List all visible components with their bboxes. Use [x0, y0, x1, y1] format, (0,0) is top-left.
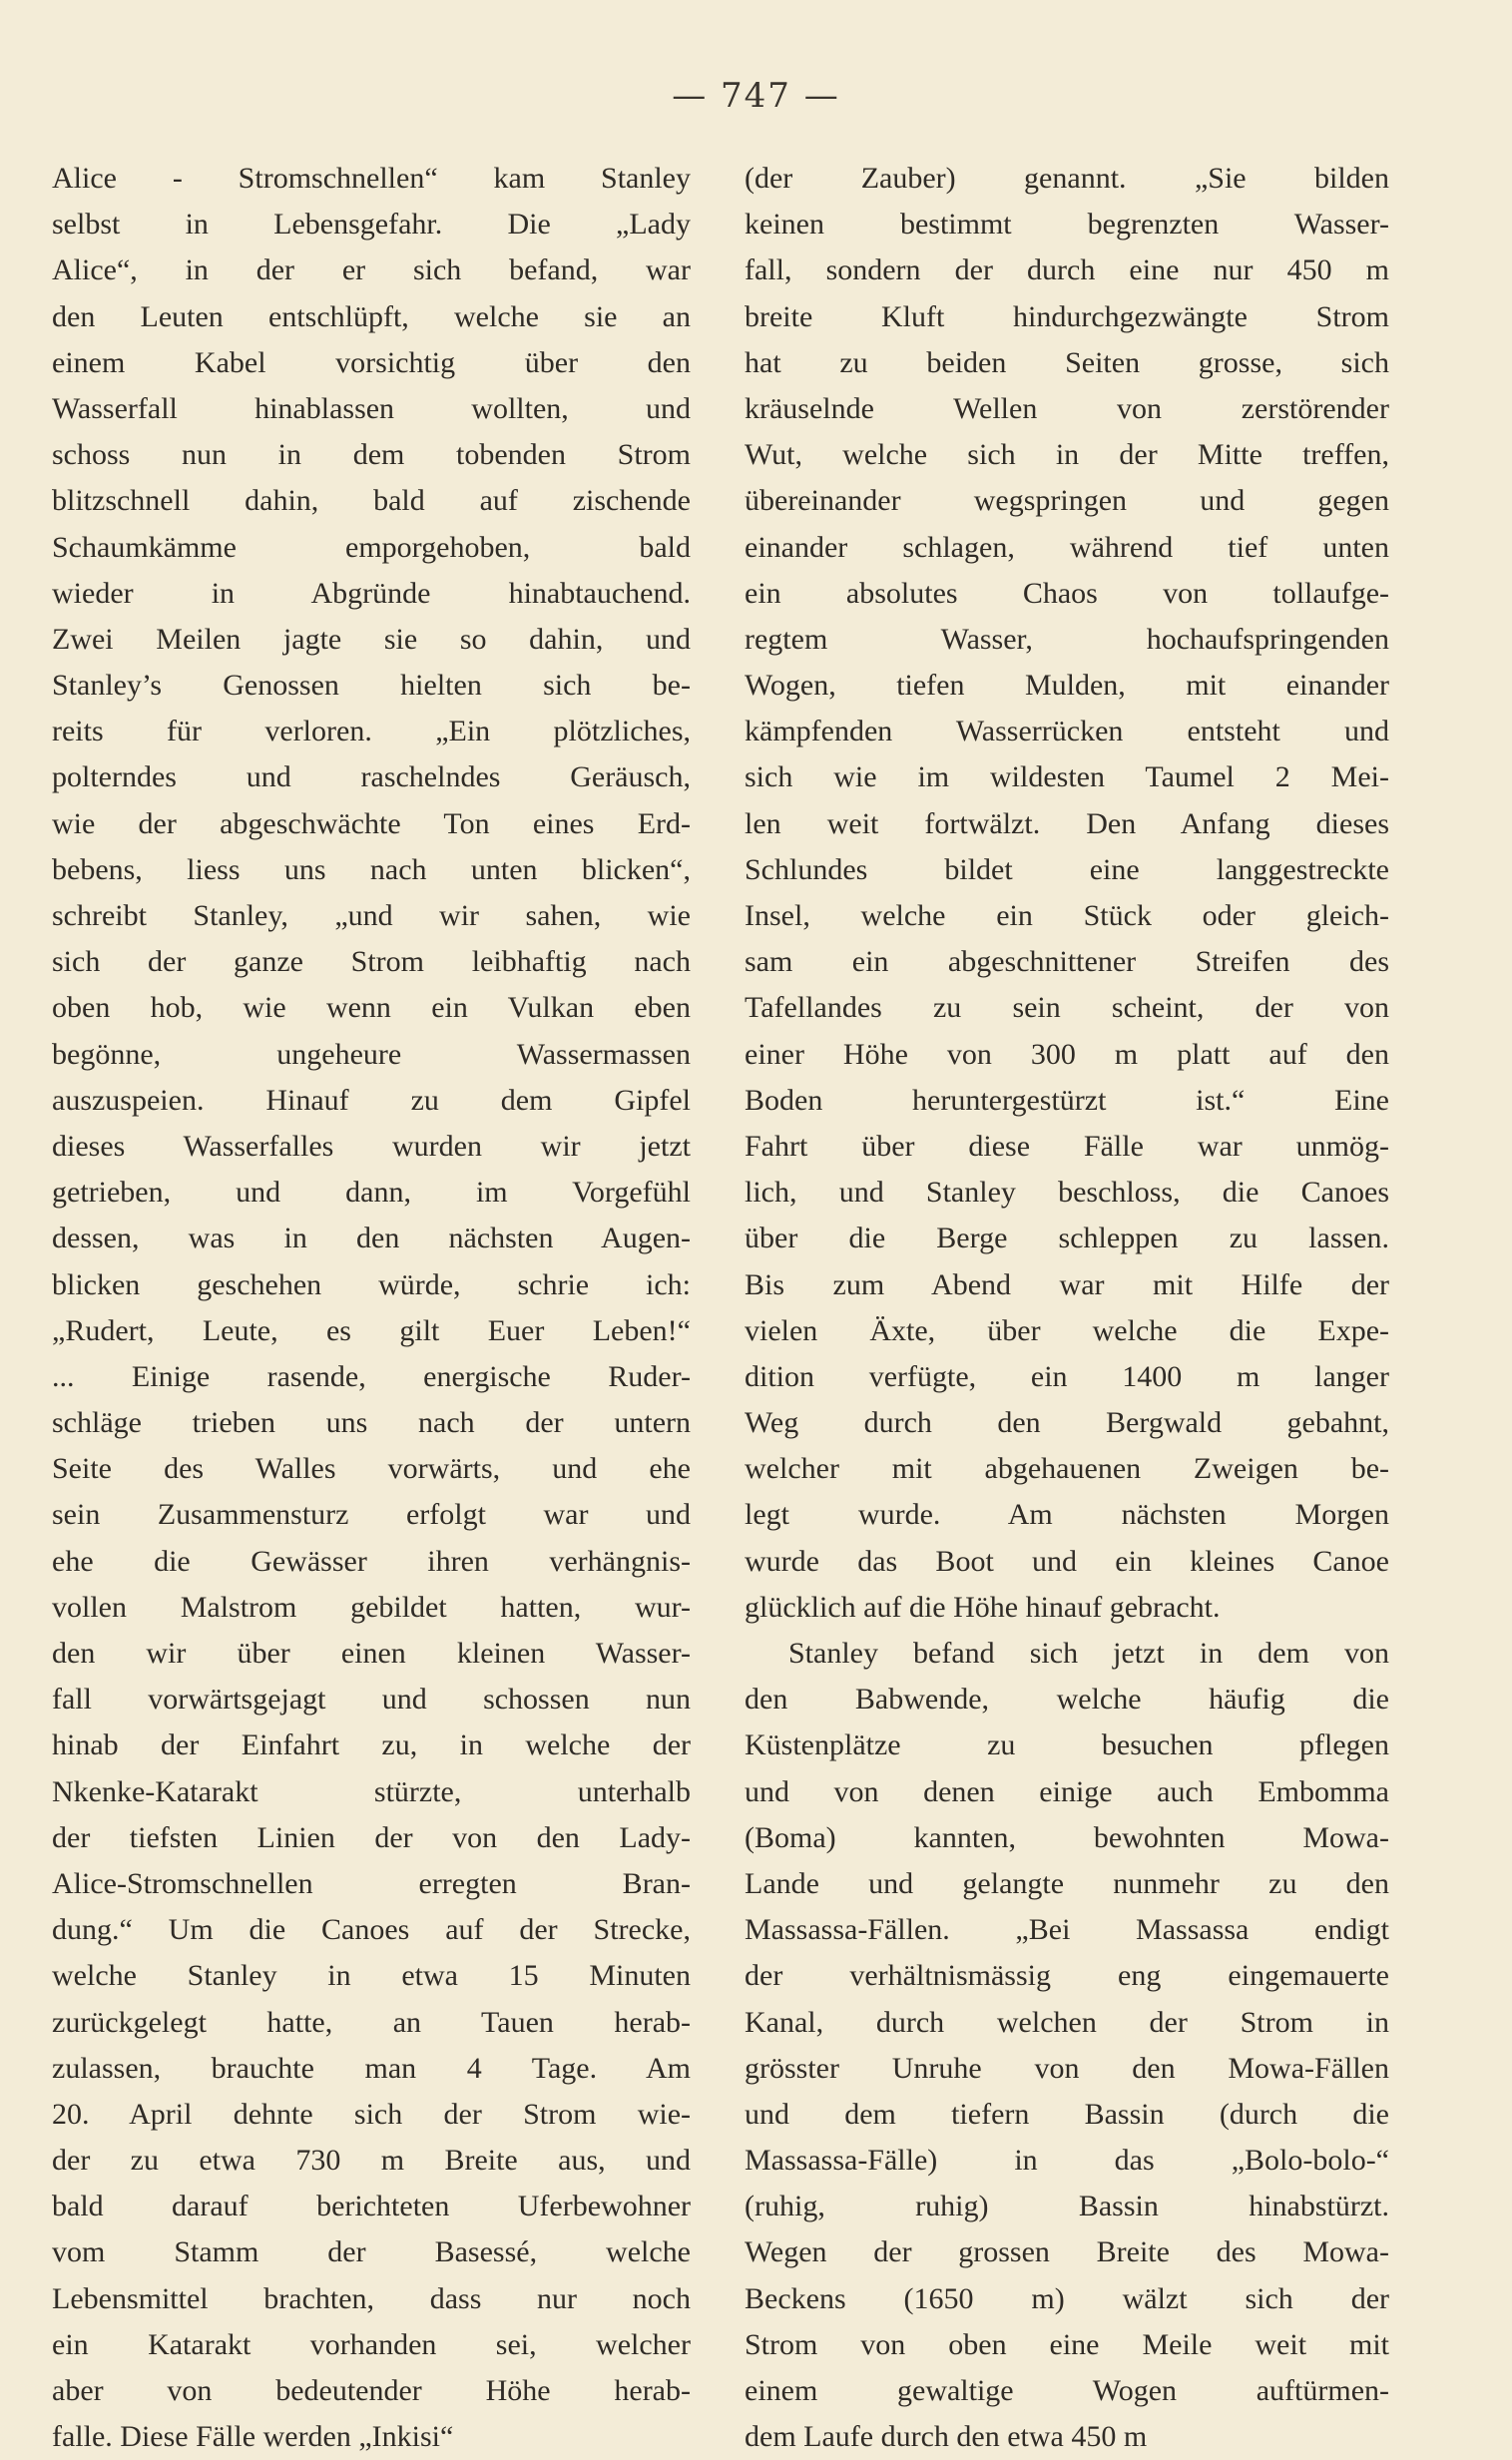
text-line: „Rudert, Leute, es gilt Euer Leben!“: [52, 1313, 691, 1347]
text-line: und dem tiefern Bassin (durch die: [745, 2097, 1389, 2131]
text-line: welcher mit abgehauenen Zweigen be-: [745, 1452, 1389, 1486]
text-line: Wut, welche sich in der Mitte treffen,: [745, 438, 1389, 472]
text-line: bebens, liess uns nach unten blicken“,: [52, 852, 691, 886]
text-line: Seite des Walles vorwärts, und ehe: [52, 1452, 691, 1486]
text-line: Alice - Stromschnellen“ kam Stanley: [52, 162, 691, 195]
text-line: Massassa-Fälle) in das „Bolo-bolo-“: [745, 2144, 1389, 2178]
text-line: fall, sondern der durch eine nur 450 m: [745, 253, 1389, 287]
text-line: vielen Äxte, über welche die Expe-: [745, 1313, 1389, 1347]
text-line: den wir über einen kleinen Wasser-: [52, 1637, 691, 1670]
text-line: Stanley befand sich jetzt in dem von: [788, 1637, 1389, 1670]
text-line: hinab der Einfahrt zu, in welche der: [52, 1728, 691, 1762]
text-line: Tafellandes zu sein scheint, der von: [745, 991, 1389, 1025]
text-line: grösster Unruhe von den Mowa-Fällen: [745, 2051, 1389, 2085]
text-line: falle. Diese Fälle werden „Inkisi“: [52, 2420, 454, 2454]
text-line: Boden heruntergestürzt ist.“ Eine: [745, 1083, 1389, 1117]
text-line: getrieben, und dann, im Vorgefühl: [52, 1176, 691, 1210]
text-line: vom Stamm der Basessé, welche: [52, 2235, 691, 2269]
text-line: blicken geschehen würde, schrie ich:: [52, 1267, 691, 1301]
text-line: schoss nun in dem tobenden Strom: [52, 438, 691, 472]
text-line: auszuspeien. Hinauf zu dem Gipfel: [52, 1083, 691, 1117]
text-line: einem Kabel vorsichtig über den: [52, 345, 691, 379]
text-line: len weit fortwälzt. Den Anfang dieses: [745, 806, 1389, 840]
text-line: Wogen, tiefen Mulden, mit einander: [745, 669, 1389, 703]
text-line: der tiefsten Linien der von den Lady-: [52, 1820, 691, 1854]
text-line: über die Berge schleppen zu lassen.: [745, 1222, 1389, 1255]
text-line: Massassa-Fällen. „Bei Massassa endigt: [745, 1913, 1389, 1947]
text-line: aber von bedeutender Höhe herab-: [52, 2374, 691, 2407]
text-line: (der Zauber) genannt. „Sie bilden: [745, 162, 1389, 195]
text-line: Wegen der grossen Breite des Mowa-: [745, 2235, 1389, 2269]
text-line: selbst in Lebensgefahr. Die „Lady: [52, 208, 691, 242]
text-line: Wasserfall hinablassen wollten, und: [52, 391, 691, 425]
text-line: zulassen, brauchte man 4 Tage. Am: [52, 2051, 691, 2085]
text-line: ... Einige rasende, energische Ruder-: [52, 1359, 691, 1393]
text-line: ehe die Gewässer ihren verhängnis-: [52, 1544, 691, 1578]
text-line: welche Stanley in etwa 15 Minuten: [52, 1959, 691, 1993]
text-line: Alice“, in der er sich befand, war: [52, 253, 691, 287]
left-column: [52, 156, 691, 2460]
text-line: blitzschnell dahin, bald auf zischende: [52, 484, 691, 518]
text-line: Beckens (1650 m) wälzt sich der: [745, 2281, 1389, 2315]
text-line: dung.“ Um die Canoes auf der Strecke,: [52, 1913, 691, 1947]
text-line: dieses Wasserfalles wurden wir jetzt: [52, 1129, 691, 1163]
text-line: keinen bestimmt begrenzten Wasser-: [745, 208, 1389, 242]
text-line: schläge trieben uns nach der untern: [52, 1406, 691, 1440]
text-line: schreibt Stanley, „und wir sahen, wie: [52, 899, 691, 932]
text-line: polterndes und raschelndes Geräusch,: [52, 760, 691, 794]
text-line: Schlundes bildet eine langgestreckte: [745, 852, 1389, 886]
text-line: der zu etwa 730 m Breite aus, und: [52, 2144, 691, 2178]
text-line: der verhältnismässig eng eingemauerte: [745, 1959, 1389, 1993]
text-line: vollen Malstrom gebildet hatten, wur-: [52, 1590, 691, 1624]
text-line: fall vorwärtsgejagt und schossen nun: [52, 1683, 691, 1717]
text-line: sich der ganze Strom leibhaftig nach: [52, 945, 691, 979]
text-line: ein Katarakt vorhanden sei, welcher: [52, 2327, 691, 2361]
text-line: wieder in Abgründe hinabtauchend.: [52, 576, 691, 610]
text-line: lich, und Stanley beschloss, die Canoes: [745, 1176, 1389, 1210]
text-line: oben hob, wie wenn ein Vulkan eben: [52, 991, 691, 1025]
text-line: breite Kluft hindurchgezwängte Strom: [745, 299, 1389, 333]
text-line: sich wie im wildesten Taumel 2 Mei-: [745, 760, 1389, 794]
text-line: hat zu beiden Seiten grosse, sich: [745, 345, 1389, 379]
text-line: dessen, was in den nächsten Augen-: [52, 1222, 691, 1255]
text-line: wie der abgeschwächte Ton eines Erd-: [52, 806, 691, 840]
text-line: einer Höhe von 300 m platt auf den: [745, 1037, 1389, 1071]
text-line: sein Zusammensturz erfolgt war und: [52, 1498, 691, 1532]
text-line: Alice-Stromschnellen erregten Bran-: [52, 1866, 691, 1900]
text-line: begönne, ungeheure Wassermassen: [52, 1037, 691, 1071]
text-line: legt wurde. Am nächsten Morgen: [745, 1498, 1389, 1532]
text-line: einem gewaltige Wogen auftürmen-: [745, 2374, 1389, 2407]
text-line: bald darauf berichteten Uferbewohner: [52, 2190, 691, 2223]
text-line: Kanal, durch welchen der Strom in: [745, 2005, 1389, 2039]
text-line: dition verfügte, ein 1400 m langer: [745, 1359, 1389, 1393]
text-line: Küstenplätze zu besuchen pflegen: [745, 1728, 1389, 1762]
text-line: Lebensmittel brachten, dass nur noch: [52, 2281, 691, 2315]
text-line: kräuselnde Wellen von zerstörender: [745, 391, 1389, 425]
text-line: Fahrt über diese Fälle war unmög-: [745, 1129, 1389, 1163]
text-line: dem Laufe durch den etwa 450 m: [745, 2420, 1148, 2454]
text-line: Zwei Meilen jagte sie so dahin, und: [52, 622, 691, 656]
text-line: den Babwende, welche häufig die: [745, 1683, 1389, 1717]
text-line: (ruhig, ruhig) Bassin hinabstürzt.: [745, 2190, 1389, 2223]
text-line: glücklich auf die Höhe hinauf gebracht.: [745, 1590, 1221, 1624]
text-line: Lande und gelangte nunmehr zu den: [745, 1866, 1389, 1900]
text-line: reits für verloren. „Ein plötzliches,: [52, 715, 691, 748]
text-line: 20. April dehnte sich der Strom wie-: [52, 2097, 691, 2131]
text-line: übereinander wegspringen und gegen: [745, 484, 1389, 518]
text-line: und von denen einige auch Embomma: [745, 1774, 1389, 1808]
right-column: [745, 156, 1389, 2460]
text-line: einander schlagen, während tief unten: [745, 530, 1389, 564]
text-line: zurückgelegt hatte, an Tauen herab-: [52, 2005, 691, 2039]
text-line: regtem Wasser, hochaufspringenden: [745, 622, 1389, 656]
text-line: Nkenke-Katarakt stürzte, unterhalb: [52, 1774, 691, 1808]
text-line: Insel, welche ein Stück oder gleich-: [745, 899, 1389, 932]
page-number: — 747 —: [672, 76, 840, 116]
text-line: Schaumkämme emporgehoben, bald: [52, 530, 691, 564]
text-line: ein absolutes Chaos von tollaufge-: [745, 576, 1389, 610]
text-line: Weg durch den Bergwald gebahnt,: [745, 1406, 1389, 1440]
text-line: den Leuten entschlüpft, welche sie an: [52, 299, 691, 333]
text-line: wurde das Boot und ein kleines Canoe: [745, 1544, 1389, 1578]
text-line: kämpfenden Wasserrücken entsteht und: [745, 715, 1389, 748]
text-line: Strom von oben eine Meile weit mit: [745, 2327, 1389, 2361]
text-line: sam ein abgeschnittener Streifen des: [745, 945, 1389, 979]
text-line: (Boma) kannten, bewohnten Mowa-: [745, 1820, 1389, 1854]
text-line: Bis zum Abend war mit Hilfe der: [745, 1267, 1389, 1301]
text-line: Stanley’s Genossen hielten sich be-: [52, 669, 691, 703]
